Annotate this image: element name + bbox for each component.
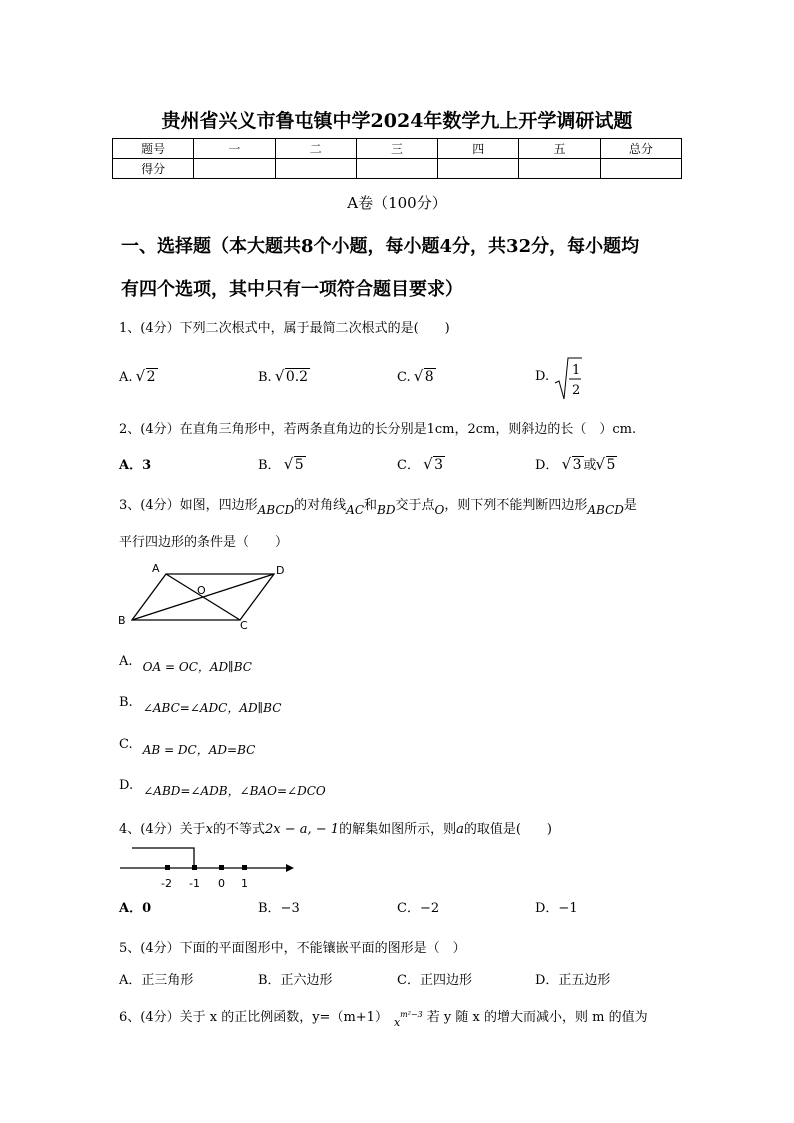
tick-label: 0: [218, 877, 225, 890]
q3-option-d[interactable]: [119, 776, 326, 798]
option-label: C.: [119, 737, 133, 752]
tick-mark: [192, 865, 197, 870]
q5-option-b[interactable]: B．正六边形: [258, 973, 333, 988]
sqrt-expr: [285, 457, 306, 473]
denominator: 2: [572, 383, 581, 398]
tick-label: -1: [189, 877, 200, 890]
q2-option-c[interactable]: [397, 454, 445, 473]
stem-text: 和: [364, 498, 378, 513]
score-cell[interactable]: [194, 159, 275, 179]
radicand: 5: [606, 457, 616, 473]
q4-option-c[interactable]: C．−2: [397, 901, 440, 916]
power-base: x: [393, 1016, 401, 1029]
option-label: D.: [535, 369, 550, 384]
score-cell[interactable]: [356, 159, 437, 179]
stem-text: 的不等式: [212, 822, 265, 837]
option-math: ∠ABD=∠ADB，∠BAO=∠DCO: [143, 784, 326, 798]
tick-label: 1: [241, 877, 248, 890]
q1-option-d[interactable]: [535, 357, 583, 401]
q1-option-b[interactable]: [258, 369, 310, 385]
q5-option-a[interactable]: A．正三角形: [119, 973, 194, 988]
stem-text: 6、(4分）关于 x 的正比例函数，y=（m+1）: [119, 1010, 388, 1025]
math-abcd: ABCD: [587, 503, 624, 517]
option-label: B.: [119, 695, 133, 710]
sqrt-expr: [597, 457, 618, 473]
q3-stem: [119, 494, 637, 517]
radicand: 3: [434, 457, 444, 473]
table-cell: 五: [519, 139, 600, 159]
part1-heading-line2: 有四个选项，其中只有一项符合题目要求）: [121, 279, 463, 300]
option-label: C.: [397, 370, 411, 385]
option-label: A.: [119, 654, 133, 669]
section-a-heading: A卷（100分）: [347, 194, 447, 212]
q1-option-c[interactable]: [397, 369, 436, 385]
radicand: 3: [572, 457, 582, 473]
score-cell[interactable]: [438, 159, 519, 179]
q5-option-c[interactable]: C．正四边形: [397, 973, 472, 988]
sqrt-expr: [424, 457, 445, 473]
label-o: O: [197, 584, 206, 597]
math-inequality: 2x − a, − 1: [264, 822, 340, 837]
table-cell: 得分: [113, 159, 194, 179]
part1-heading-line1: 一、选择题（本大题共8个小题，每小题4分，共32分，每小题均: [121, 236, 640, 257]
radicand: 2: [146, 369, 156, 385]
radicand: 8: [424, 369, 434, 385]
q2-option-b[interactable]: [258, 454, 306, 473]
radicand: 0.2: [285, 369, 309, 385]
q5-option-d[interactable]: D．正五边形: [535, 973, 611, 988]
table-row: [113, 139, 682, 159]
sqrt-fraction-expr: [553, 357, 583, 401]
exam-title: 贵州省兴义市鲁屯镇中学2024年数学九上开学调研试题: [161, 110, 633, 132]
stem-text: 3、(4分）如图，四边形: [119, 498, 258, 513]
math-ac: AC: [346, 503, 365, 517]
option-math: AB = DC，AD=BC: [142, 743, 256, 757]
or-text: 或: [583, 458, 597, 473]
score-cell[interactable]: [275, 159, 356, 179]
math-x: x: [205, 822, 213, 837]
label-d: D: [276, 564, 285, 577]
option-label: B.: [258, 370, 272, 385]
q4-stem: [119, 818, 552, 837]
option-label: B．: [258, 458, 281, 473]
table-cell: 三: [356, 139, 437, 159]
stem-text: 交于点: [395, 498, 435, 513]
stem-text: 的取值是( ): [463, 822, 552, 837]
math-abcd: ABCD: [257, 503, 295, 517]
label-c: C: [240, 619, 248, 632]
q3-option-b[interactable]: [119, 693, 282, 715]
option-label: D．: [535, 458, 559, 473]
power-exponent: m²−3: [400, 1010, 423, 1019]
parallelogram-figure: [114, 560, 294, 632]
q2-option-d[interactable]: [535, 454, 617, 473]
sqrt-expr: [137, 369, 158, 385]
tick-mark: [219, 865, 224, 870]
q4-option-d[interactable]: D．−1: [535, 901, 578, 916]
stem-text: 4、(4分）关于: [119, 822, 206, 837]
option-label: D.: [119, 778, 134, 793]
q4-option-a[interactable]: A．0: [119, 901, 152, 916]
table-cell: 题号: [113, 139, 194, 159]
math-bd: BD: [377, 503, 396, 517]
table-row: [113, 159, 682, 179]
option-label: C．: [397, 458, 420, 473]
q1-option-a[interactable]: [119, 369, 158, 385]
option-math: ∠ABC=∠ADC，AD∥BC: [142, 701, 282, 715]
radicand: 5: [294, 457, 304, 473]
q2-stem: 2、(4分）在直角三角形中，若两条直角边的长分别是1cm，2cm，则斜边的长（ ）cm.: [119, 422, 637, 437]
sqrt-expr: [415, 369, 436, 385]
diagonal-bd: [132, 574, 274, 620]
q1-stem: 1、(4分）下列二次根式中，属于最简二次根式的是( ): [119, 321, 450, 336]
stem-text: 的解集如图所示，则: [339, 822, 457, 837]
math-o: O: [434, 503, 445, 517]
q3-option-a[interactable]: [119, 652, 252, 674]
score-cell[interactable]: [519, 159, 600, 179]
label-b: B: [118, 614, 126, 627]
math-a: a: [456, 822, 464, 837]
score-table: [112, 138, 682, 179]
tick-label: -2: [161, 877, 172, 890]
table-cell: 二: [275, 139, 356, 159]
q4-option-b[interactable]: B．−3: [258, 901, 300, 916]
tick-mark: [165, 865, 170, 870]
score-cell[interactable]: [600, 159, 681, 179]
stem-text: ，则下列不能判断四边形: [444, 498, 588, 513]
label-a: A: [152, 562, 160, 575]
arrow-right-icon: [286, 864, 294, 872]
q3-option-c[interactable]: [119, 735, 256, 757]
table-cell: 总分: [600, 139, 681, 159]
option-math: OA = OC，AD∥BC: [142, 660, 252, 674]
stem-text: 的对角线: [294, 498, 347, 513]
table-cell: 四: [438, 139, 519, 159]
numerator: 1: [572, 363, 581, 378]
q2-option-a[interactable]: A．3: [119, 458, 152, 473]
solution-range-bracket: [132, 848, 194, 868]
q5-stem: 5、(4分）下面的平面图形中，不能镶嵌平面的图形是（ ）: [119, 941, 466, 956]
q3-stem-line2: 平行四边形的条件是（ ）: [119, 535, 289, 550]
sqrt-expr: [276, 369, 310, 385]
q6-stem: [119, 1006, 648, 1029]
option-label: A.: [119, 370, 133, 385]
tick-mark: [242, 865, 247, 870]
sqrt-expr: [563, 457, 584, 473]
number-line-figure: [118, 842, 298, 892]
table-cell: 一: [194, 139, 275, 159]
stem-text: 若 y 随 x 的增大而减小，则 m 的值为: [426, 1010, 648, 1025]
stem-text: 是: [623, 498, 637, 513]
